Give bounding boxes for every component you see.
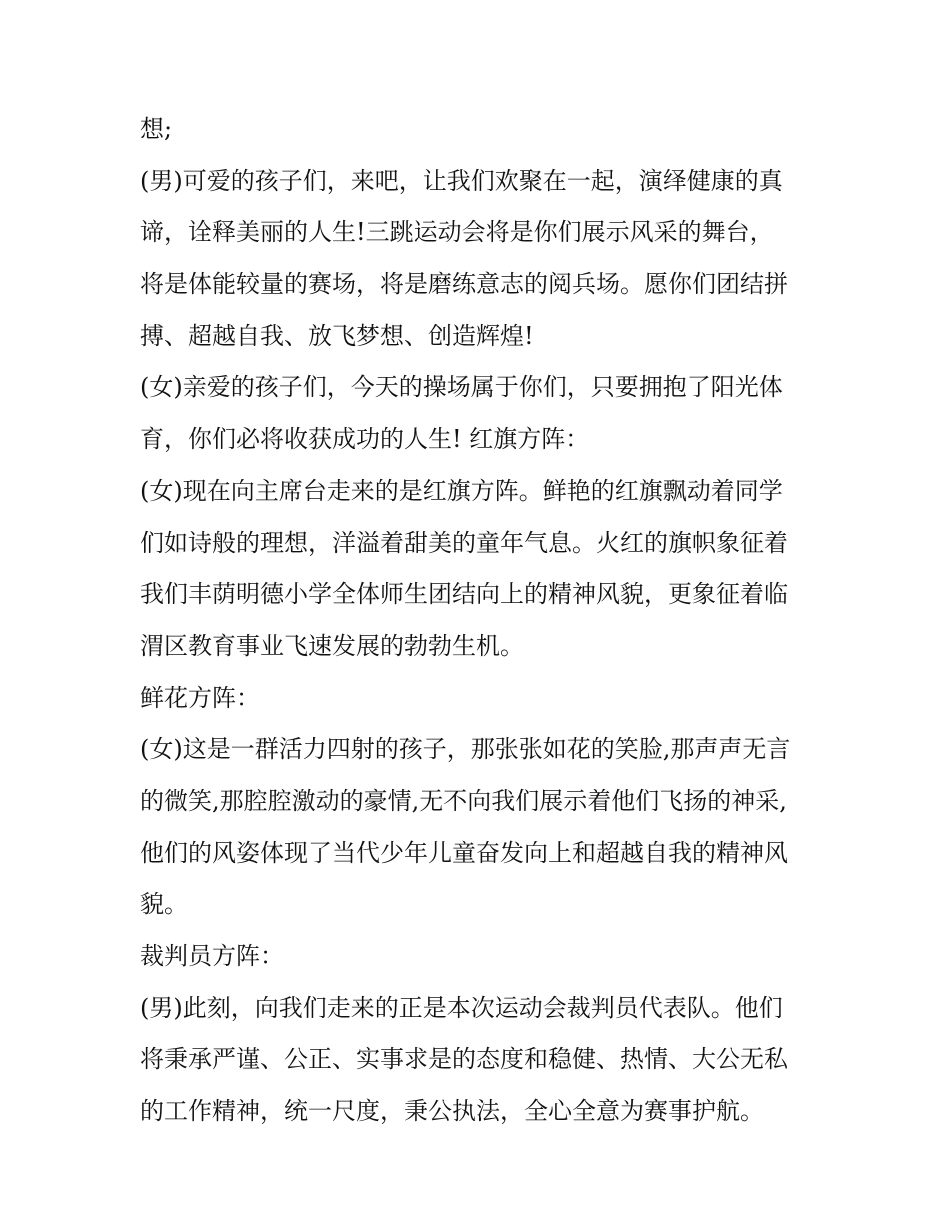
- text-line: 的工作精神，统一尺度，秉公执法，全心全意为赛事护航。: [140, 1097, 764, 1126]
- text-line: 渭区教育事业飞速发展的勃勃生机。: [140, 631, 524, 660]
- section-heading: 裁判员方阵：: [140, 942, 284, 970]
- text-line: 想;: [140, 115, 173, 143]
- text-line: 我们丰荫明德小学全体师生团结向上的精神风貌，更象征着临: [140, 580, 788, 609]
- text-line: 貌。: [140, 890, 188, 919]
- text-line: 他们的风姿体现了当代少年儿童奋发向上和超越自我的精神风: [140, 838, 788, 867]
- text-line: (男)此刻，向我们走来的正是本次运动会裁判员代表队。他们: [140, 993, 783, 1022]
- text-line: 育，你们必将收获成功的人生! 红旗方阵：: [140, 425, 590, 454]
- text-line: 谛，诠释美丽的人生!三跳运动会将是你们展示风采的舞台，: [140, 218, 774, 247]
- text-line: (女)现在向主席台走来的是红旗方阵。鲜艳的红旗飘动着同学: [140, 476, 783, 505]
- text-line: 搏、超越自我、放飞梦想、创造辉煌!: [140, 321, 534, 350]
- text-line: (男)可爱的孩子们，来吧，让我们欢聚在一起，演绎健康的真: [140, 166, 783, 195]
- text-line: (女)亲爱的孩子们，今天的操场属于你们，只要拥抱了阳光体: [140, 373, 783, 402]
- text-line: 将秉承严谨、公正、实事求是的态度和稳健、热情、大公无私: [140, 1045, 788, 1074]
- text-line: 们如诗般的理想，洋溢着甜美的童年气息。火红的旗帜象征着: [140, 528, 788, 557]
- text-line: 的微笑,那腔腔激动的豪情,无不向我们展示着他们飞扬的神采,: [140, 786, 787, 815]
- section-heading: 鲜花方阵：: [140, 683, 260, 712]
- text-line: (女)这是一群活力四射的孩子，那张张如花的笑脸,那声声无言: [140, 735, 791, 764]
- document-body: [140, 104, 820, 1138]
- text-line: 将是体能较量的赛场，将是磨练意志的阅兵场。愿你们团结拼: [140, 270, 788, 299]
